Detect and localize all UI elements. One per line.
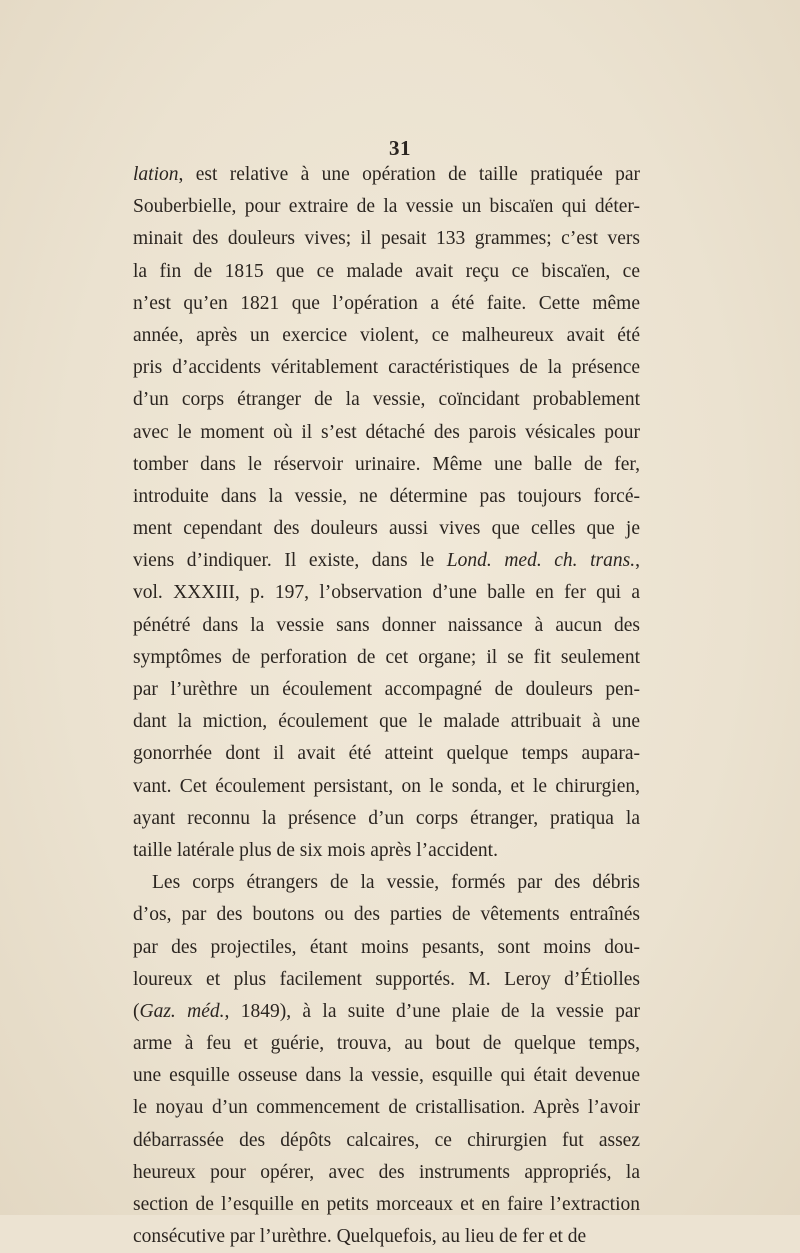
text-segment: n’est qu’en 1821 que l’opération a été faite. Cette même [133,292,640,314]
text-line [133,481,640,513]
text-line [133,417,640,449]
italic-text: lation [133,164,179,185]
text-line [133,288,640,320]
text-line [133,1028,640,1060]
text-line [133,1157,640,1189]
body-text [133,159,640,1253]
text-line [133,223,640,255]
text-line [133,320,640,352]
text-segment: ment cependant des douleurs aussi vives que celles que je [133,518,640,540]
text-segment: vant. Cet écoulement persistant, on le sonda, et le chirurgien, [133,775,640,797]
text-line [133,771,640,803]
text-segment: , 1849), à la suite d’une plaie de la vessie par [224,1000,640,1022]
text-segment: consécutive par l’urèthre. Quelquefois, au lieu de fer et de [133,1226,587,1248]
text-line [133,803,640,835]
text-segment: année, après un exercice violent, ce malheureux avait été [133,324,640,346]
text-segment: par des projectiles, étant moins pesants, sont moins dou- [133,936,640,958]
page-number: 31 [389,136,411,160]
text-line [133,867,640,899]
text-line [133,256,640,288]
text-segment: heureux pour opérer, avec des instruments appropriés, la [133,1161,640,1183]
text-line [133,1221,640,1253]
text-segment: viens d’indiquer. Il existe, dans le [133,550,447,572]
text-line [133,449,640,481]
text-segment: tomber dans le réservoir urinaire. Même une balle de fer, [133,453,640,475]
text-segment: Souberbielle, pour extraire de la vessie un biscaïen qui déter- [133,196,640,218]
text-line [133,1125,640,1157]
text-segment: section de l’esquille en petits morceaux et en faire l’extraction [133,1194,640,1215]
text-segment: arme à feu et guérie, trouva, au bout de quelque temps, [133,1033,640,1055]
text-line [133,513,640,545]
text-segment: débarrassée des dépôts calcaires, ce chirurgien fut assez [133,1129,640,1151]
text-segment: d’un corps étranger de la vessie, coïncidant probablement [133,389,640,411]
text-segment: introduite dans la vessie, ne détermine pas toujours forcé- [133,485,640,507]
text-segment: minait des douleurs vives; il pesait 133 grammes; c’est vers [133,228,640,250]
text-segment: ayant reconnu la présence d’un corps étranger, pratiqua la [133,807,640,829]
text-segment: Les corps étrangers de la vessie, formés par des débris [152,872,640,894]
text-segment: pénétré dans la vessie sans donner naissance à aucun des [133,614,640,636]
text-line [133,706,640,738]
text-line [133,964,640,996]
text-line [133,674,640,706]
text-line [133,642,640,674]
text-segment: loureux et plus facilement supportés. M. Leroy d’Étiolles [133,968,640,990]
text-line [133,384,640,416]
italic-text: Lond. med. ch. trans. [446,550,636,572]
text-line [133,577,640,609]
text-line [133,1189,640,1221]
text-segment: gonorrhée dont il avait été atteint quelque temps aupara- [133,743,640,765]
text-segment: d’os, par des boutons ou des parties de vêtements entraînés [133,904,640,926]
text-segment: le noyau d’un commencement de cristallisation. Après l’avoir [133,1097,640,1119]
text-line [133,996,640,1028]
text-line [133,1092,640,1124]
text-segment: symptômes de perforation de cet organe; il se fit seulement [133,646,640,668]
text-segment: pris d’accidents véritablement caractéristiques de la présence [133,357,640,379]
text-segment: une esquille osseuse dans la vessie, esquille qui était devenue [133,1065,640,1087]
text-segment: la fin de 1815 que ce malade avait reçu ce biscaïen, ce [133,260,640,282]
text-segment: taille latérale plus de six mois après l’accident. [133,839,498,861]
text-segment: , [635,550,640,572]
text-line [133,159,640,191]
text-line [133,932,640,964]
text-line [133,610,640,642]
text-segment: avec le moment où il s’est détaché des parois vésicales pour [133,421,640,443]
text-segment: vol. XXXIII, p. 197, l’observation d’une balle en fer qui a [133,582,640,604]
text-line [133,545,640,577]
text-line [133,352,640,384]
text-line [133,191,640,223]
text-segment: , est relative à une opération de taille pratiquée par [178,164,640,185]
text-line [133,1060,640,1092]
text-line [133,899,640,931]
text-segment: ( [133,1000,140,1022]
text-line [133,738,640,770]
italic-text: Gaz. méd. [139,1000,225,1022]
text-segment: par l’urèthre un écoulement accompagné de douleurs pen- [133,679,640,700]
text-segment: dant la miction, écoulement que le malade attribuait à une [133,711,640,733]
text-line [133,835,640,867]
